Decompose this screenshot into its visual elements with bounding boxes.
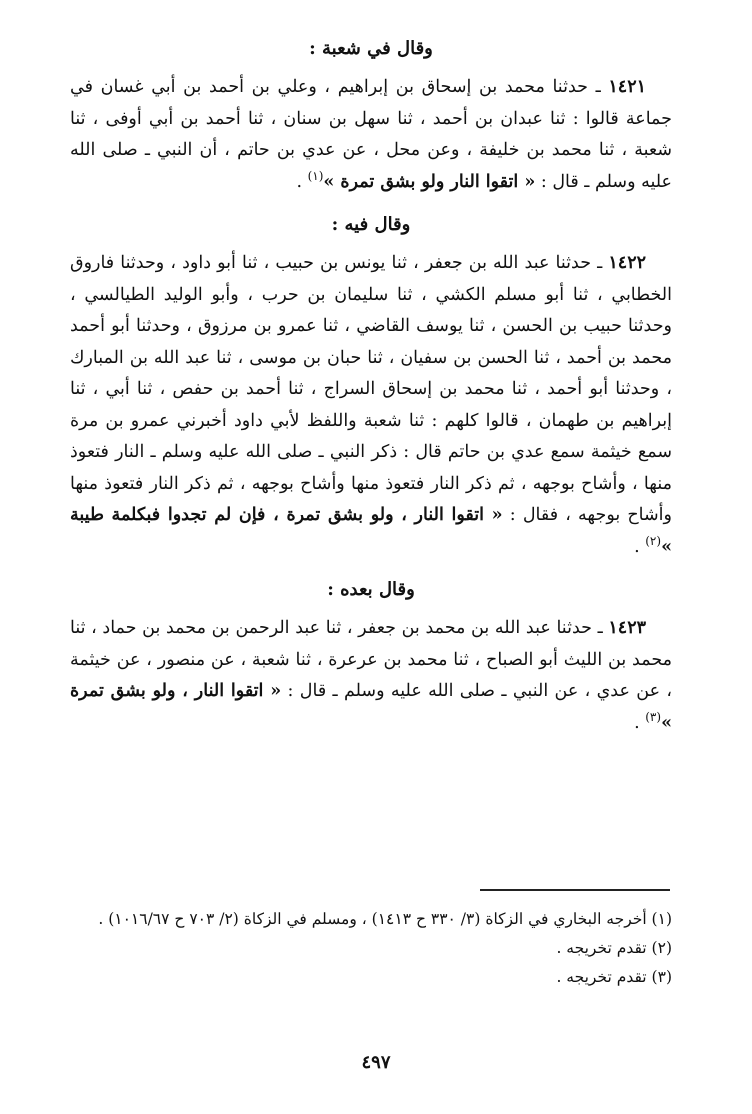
- hadith-number: ١٤٢٣: [608, 618, 646, 638]
- hadith-paragraph: [70, 248, 672, 563]
- hadith-text: « اتقوا النار ، ولو بشق تمرة »: [70, 681, 672, 733]
- hadith-text: « اتقوا النار ، ولو بشق تمرة ، فإن لم تجدوا فبكلمة طيبة »: [70, 505, 672, 557]
- hadith-text: « اتقوا النار ولو بشق تمرة »: [323, 171, 536, 192]
- section-heading: وقال بعده :: [327, 579, 415, 600]
- footnote-marker: (٢): [645, 533, 662, 548]
- footnote-divider: [480, 889, 670, 891]
- footnote: (٢) تقدم تخريجه .: [556, 939, 672, 957]
- isnad-text: ـ حدثنا عبد الله بن جعفر ، ثنا يونس بن حبيب ، ثنا أبو داود ، وحدثنا فاروق الخطابي ، ثنا أبو مسلم الكشي ، ثنا سليمان بن حرب ، وأبو الوليد الطيالسي ، وحدثنا حبيب بن الحسن ، ثنا يوسف القاضي ، ثنا عمرو بن مرزوق ، وحدثنا أبو أحمد محمد بن أحمد ، ثنا الحسن بن سفيان ، ثنا حبان بن موسى ، ثنا عبد الله بن المبارك ، وحدثنا أبو أحمد ، ثنا محمد بن إسحاق السراج ، ثنا أحمد بن حفص ، ثنا أبي ، ثنا إبراهيم بن طهمان ، قالوا كلهم : ثنا شعبة واللفظ لأبي داود أخبرني عمرو بن مرة سمع خيثمة سمع عدي بن حاتم قال : ذكر النبي ـ صلى الله عليه وسلم ـ النار فتعوذ منها ، وأشاح بوجهه ، ثم ذكر النار فتعوذ منها وأشاح بوجهه ، ثم ذكر النار فتعوذ منها وأشاح بوجهه ، فقال :: [70, 253, 672, 525]
- footnote: (٣) تقدم تخريجه .: [556, 968, 672, 986]
- footnote: (١) أخرجه البخاري في الزكاة (٣/ ٣٣٠ ح ١٤١٣) ، ومسلم في الزكاة (٢/ ٧٠٣ ح ١٠١٦/٦٧) .: [98, 910, 672, 928]
- isnad-text: ـ حدثنا عبد الله بن محمد بن جعفر ، ثنا عبد الرحمن بن محمد بن حماد ، ثنا محمد بن الليث أبو الصباح ، ثنا محمد بن عرعرة ، ثنا شعبة ، عن منصور ، عن خيثمة ، عن عدي ، عن النبي ـ صلى الله عليه وسلم ـ قال :: [70, 618, 672, 701]
- paragraph-end: .: [634, 536, 646, 557]
- hadith-number: ١٤٢١: [608, 77, 646, 97]
- hadith-number: ١٤٢٢: [608, 253, 646, 273]
- isnad-text: ـ حدثنا محمد بن إسحاق بن إبراهيم ، وعلي بن أحمد بن أبي غسان في جماعة قالوا : ثنا عبدان بن أحمد ، ثنا سهل بن سنان ، ثنا أحمد بن أبي أوفى ، ثنا شعبة ، ثنا محمد بن خليفة ، وعن محل ، عن عدي بن حاتم ، أن النبي ـ صلى الله عليه وسلم ـ قال :: [70, 77, 672, 192]
- page-body: [70, 34, 672, 751]
- section-heading: وقال فيه :: [331, 214, 411, 235]
- footnotes: [70, 905, 672, 992]
- footnote-marker: (١): [307, 168, 324, 183]
- paragraph-end: .: [296, 171, 308, 192]
- section-heading: وقال في شعبة :: [309, 38, 433, 59]
- hadith-paragraph: [70, 613, 672, 739]
- footnote-marker: (٣): [645, 709, 662, 724]
- page-number: ٤٩٧: [361, 1052, 391, 1073]
- hadith-paragraph: [70, 72, 672, 198]
- paragraph-end: .: [634, 712, 646, 733]
